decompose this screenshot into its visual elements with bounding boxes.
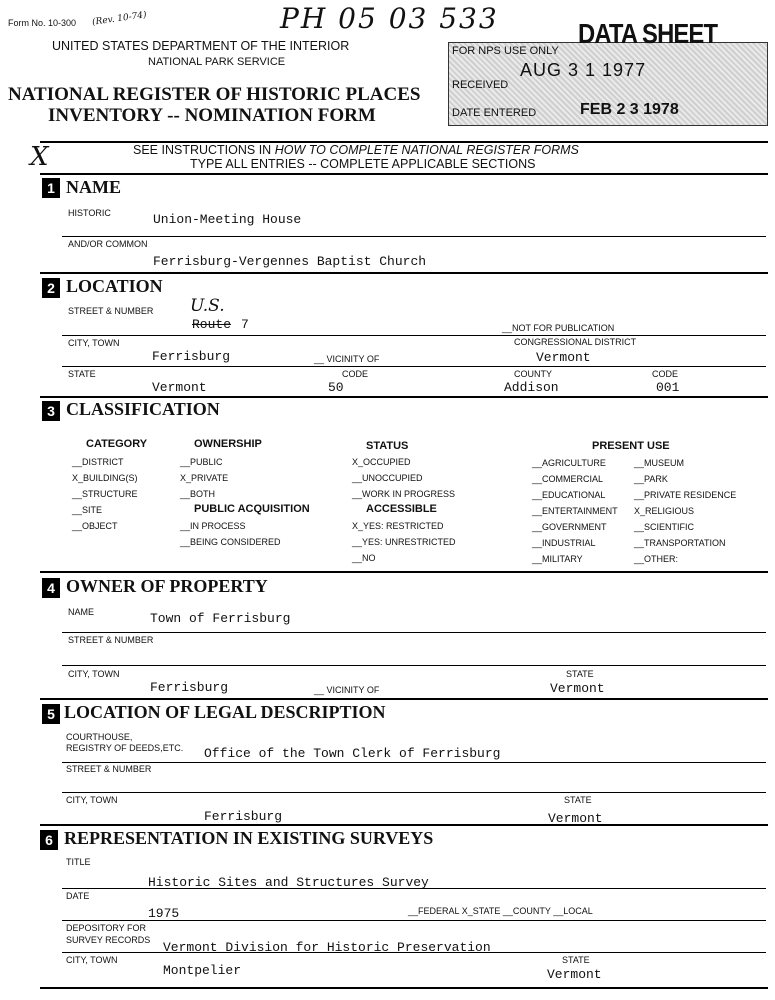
courthouse-value: Office of the Town Clerk of Ferrisburg [204,746,501,761]
form-number: Form No. 10-300 [8,18,77,28]
category-option: __SITE [72,505,103,515]
registry-label: REGISTRY OF DEEDS,ETC. [66,743,184,753]
owner-city: Ferrisburg [150,680,229,695]
owner-vicinity: __ VICINITY OF [314,685,380,695]
owner-name: Town of Ferrisburg [150,611,291,626]
section-5-number: 5 [42,704,60,724]
accessible-option: __YES: UNRESTRICTED [352,537,456,547]
acquisition-option: __IN PROCESS [180,521,246,531]
historic-name: Union-Meeting House [153,212,302,227]
owner-state-label: STATE [566,669,594,679]
owner-name-label: NAME [68,607,95,617]
survey-levels: __FEDERAL X_STATE __COUNTY __LOCAL [408,906,593,916]
depository-label2: SURVEY RECORDS [66,935,151,945]
section-6-title: REPRESENTATION IN EXISTING SURVEYS [64,828,434,848]
survey-title-label: TITLE [66,857,91,867]
use-option: __MUSEUM [634,458,685,468]
status-heading: STATUS [366,440,409,452]
section-4-title: OWNER OF PROPERTY [66,576,268,596]
section-1-title: NAME [66,177,121,197]
vicinity-of: __ VICINITY OF [314,354,380,364]
state-code: 50 [328,380,344,395]
street-handwritten: U.S. [190,296,225,316]
street-struck: Route [192,317,232,332]
depository-value: Vermont Division for Historic Preservation [163,940,491,955]
section-1-number: 1 [42,178,60,198]
use-option: __COMMERCIAL [532,474,604,484]
category-option: __DISTRICT [72,457,124,467]
accessible-option: __NO [352,553,376,563]
section-6-number: 6 [40,830,58,850]
ownership-heading: OWNERSHIP [194,438,262,450]
county-label: COUNTY [514,369,552,379]
use-option: __AGRICULTURE [532,458,606,468]
depository-label1: DEPOSITORY FOR [66,923,147,933]
owner-street-label: STREET & NUMBER [68,635,154,645]
county-code: 001 [656,380,680,395]
use-option: __GOVERNMENT [532,522,607,532]
category-option: __STRUCTURE [72,489,138,499]
ownership-option: __PUBLIC [180,457,223,467]
county-value: Addison [504,380,559,395]
acquisition-option: __BEING CONSIDERED [180,537,281,547]
status-option: __WORK IN PROGRESS [352,489,456,499]
legal-city: Ferrisburg [204,809,283,824]
ownership-option: __BOTH [180,489,216,499]
status-option: X_OCCUPIED [352,457,411,467]
section-3-number: 3 [42,401,60,421]
city-label: CITY, TOWN [68,338,120,348]
category-option: __OBJECT [72,521,118,531]
use-option: __OTHER: [634,554,679,564]
date-entered-label: DATE ENTERED [452,107,537,119]
department: UNITED STATES DEPARTMENT OF THE INTERIOR [52,39,350,53]
received-label: RECEIVED [452,79,509,91]
use-option: __ENTERTAINMENT [532,506,618,516]
legal-state-label: STATE [564,795,592,805]
section-5-title: LOCATION OF LEGAL DESCRIPTION [64,702,386,722]
data-sheet-label: DATA SHEET [578,18,718,49]
street-number: 7 [241,317,249,332]
use-option: __MILITARY [532,554,583,564]
instructions-line2: TYPE ALL ENTRIES -- COMPLETE APPLICABLE SECTIONS [190,157,536,171]
category-option: X_BUILDING(S) [72,473,138,483]
section-3-title: CLASSIFICATION [66,399,220,419]
category-heading: CATEGORY [86,438,148,450]
state-label: STATE [68,369,96,379]
common-name: Ferrisburg-Vergennes Baptist Church [153,254,427,269]
code-label: CODE [342,369,369,379]
ownership-option: X_PRIVATE [180,473,229,483]
survey-title: Historic Sites and Structures Survey [148,875,429,890]
nps-use-label: FOR NPS USE ONLY [452,45,559,57]
survey-state: Vermont [547,967,602,982]
reference-number: PH 05 03 533 [280,2,499,35]
date-entered: FEB 2 3 1978 [580,101,679,118]
survey-date-label: DATE [66,891,90,901]
section-2-number: 2 [42,278,60,298]
not-for-publication: __NOT FOR PUBLICATION [502,323,615,333]
instructions-line1: SEE INSTRUCTIONS IN HOW TO COMPLETE NATIONAL REGISTER FORMS [133,143,579,157]
accessible-heading: ACCESSIBLE [366,503,437,515]
county-code-label: CODE [652,369,679,379]
use-option: __TRANSPORTATION [634,538,726,548]
acquisition-heading: PUBLIC ACQUISITION [194,503,310,515]
use-option: __INDUSTRIAL [532,538,596,548]
congressional-value: Vermont [536,350,591,365]
margin-check-mark: X [30,142,49,172]
accessible-option: X_YES: RESTRICTED [352,521,444,531]
street-label: STREET & NUMBER [68,306,154,316]
owner-city-label: CITY, TOWN [68,669,120,679]
common-name-label: AND/OR COMMON [68,239,148,249]
survey-city: Montpelier [163,963,242,978]
courthouse-label: COURTHOUSE, [66,732,133,742]
form-title-line2: INVENTORY -- NOMINATION FORM [48,105,376,126]
received-date: AUG 3 1 1977 [520,60,647,80]
state-value: Vermont [152,380,207,395]
legal-state: Vermont [548,811,603,826]
use-option: __SCIENTIFIC [634,522,695,532]
form-title-line1: NATIONAL REGISTER OF HISTORIC PLACES [8,84,421,105]
use-option: __PRIVATE RESIDENCE [634,490,737,500]
revision-note: (Rev. 10-74) [91,10,148,28]
present-use-heading: PRESENT USE [592,440,670,452]
status-option: __UNOCCUPIED [352,473,423,483]
section-4-number: 4 [42,578,60,598]
legal-city-label: CITY, TOWN [66,795,118,805]
use-option: __PARK [634,474,668,484]
section-2-title: LOCATION [66,276,163,296]
survey-city-label: CITY, TOWN [66,955,118,965]
survey-date: 1975 [148,906,180,921]
owner-state: Vermont [550,681,605,696]
congressional-label: CONGRESSIONAL DISTRICT [514,337,637,347]
use-option: __EDUCATIONAL [532,490,606,500]
legal-street-label: STREET & NUMBER [66,764,152,774]
historic-label: HISTORIC [68,208,111,218]
park-service: NATIONAL PARK SERVICE [148,56,286,68]
city-value: Ferrisburg [152,349,231,364]
use-option: X_RELIGIOUS [634,506,695,516]
survey-state-label: STATE [562,955,590,965]
